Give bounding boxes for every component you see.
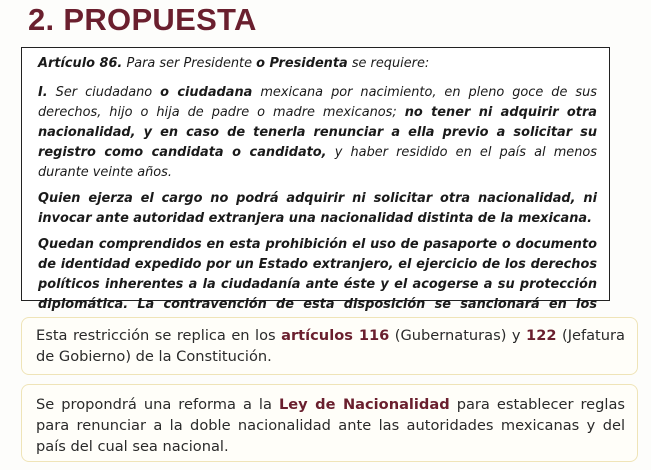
note-ley-nacionalidad [21,384,638,462]
fraction-bold-1: o ciudadana [160,85,253,100]
note2-text-1: Se propondrá una reforma a la [36,396,279,413]
fraction-label: I. [38,85,48,100]
note2-text-2: para establecer reglas para renunciar a la doble nacionalidad ante las autoridades mexicanas y del país del cual sea nacional. [36,396,625,455]
article-heading-text-2: se requiere: [347,56,430,71]
article-heading [38,54,597,74]
fraction-text-1: Ser ciudadano [47,85,161,100]
article-label: Artículo 86. [38,56,123,71]
paragraph-2-text: Quien ejerza el cargo no podrá adquirir ni solicitar otra nacionalidad, ni invocar ante autoridad extranjera una nacionalidad distinta de la mexicana. [38,191,597,226]
fraction-text-2: mexicana por nacimiento, en pleno goce de sus derechos, hijo o hija de padre o madre mexicanos; [38,85,598,120]
note-articles-116-122 [21,317,638,375]
fraction-text-3: y haber residido en el país al menos durante veinte años. [38,145,597,180]
note1-articles-116: artículos 116 [281,327,390,344]
paragraph-3-text: Quedan comprendidos en esta prohibición el uso de pasaporte o documento de identidad expedido por un Estado extranjero, el ejercicio de los derechos políticos inherentes a la ciudadanía ante éste y el acogerse a su protección diplomática. La contravención de esta disposición se sancionará en los [38,237,597,312]
article-heading-text-1: Para ser Presidente [122,56,257,71]
note1-article-122: 122 [526,327,557,344]
note1-text-3: (Jefatura de Gobierno) de la Constitución. [36,327,625,365]
note2-ley-nacionalidad: Ley de Nacionalidad [278,396,450,413]
article-86-box [21,47,610,312]
fraction-bold-2: no tener ni adquirir otra nacionalidad, y en caso de tenerla renunciar a ella previo a solicitar su registro como candidata o candidato, [38,105,598,160]
article-heading-bold: o Presidenta [256,56,348,71]
page-title: 2. PROPUESTA [28,2,257,37]
article-paragraph-2 [38,189,597,229]
article-fraction-i [38,83,597,183]
note1-text-1: Esta restricción se replica en los [36,327,282,344]
note1-text-2: (Gubernaturas) y [389,327,527,344]
